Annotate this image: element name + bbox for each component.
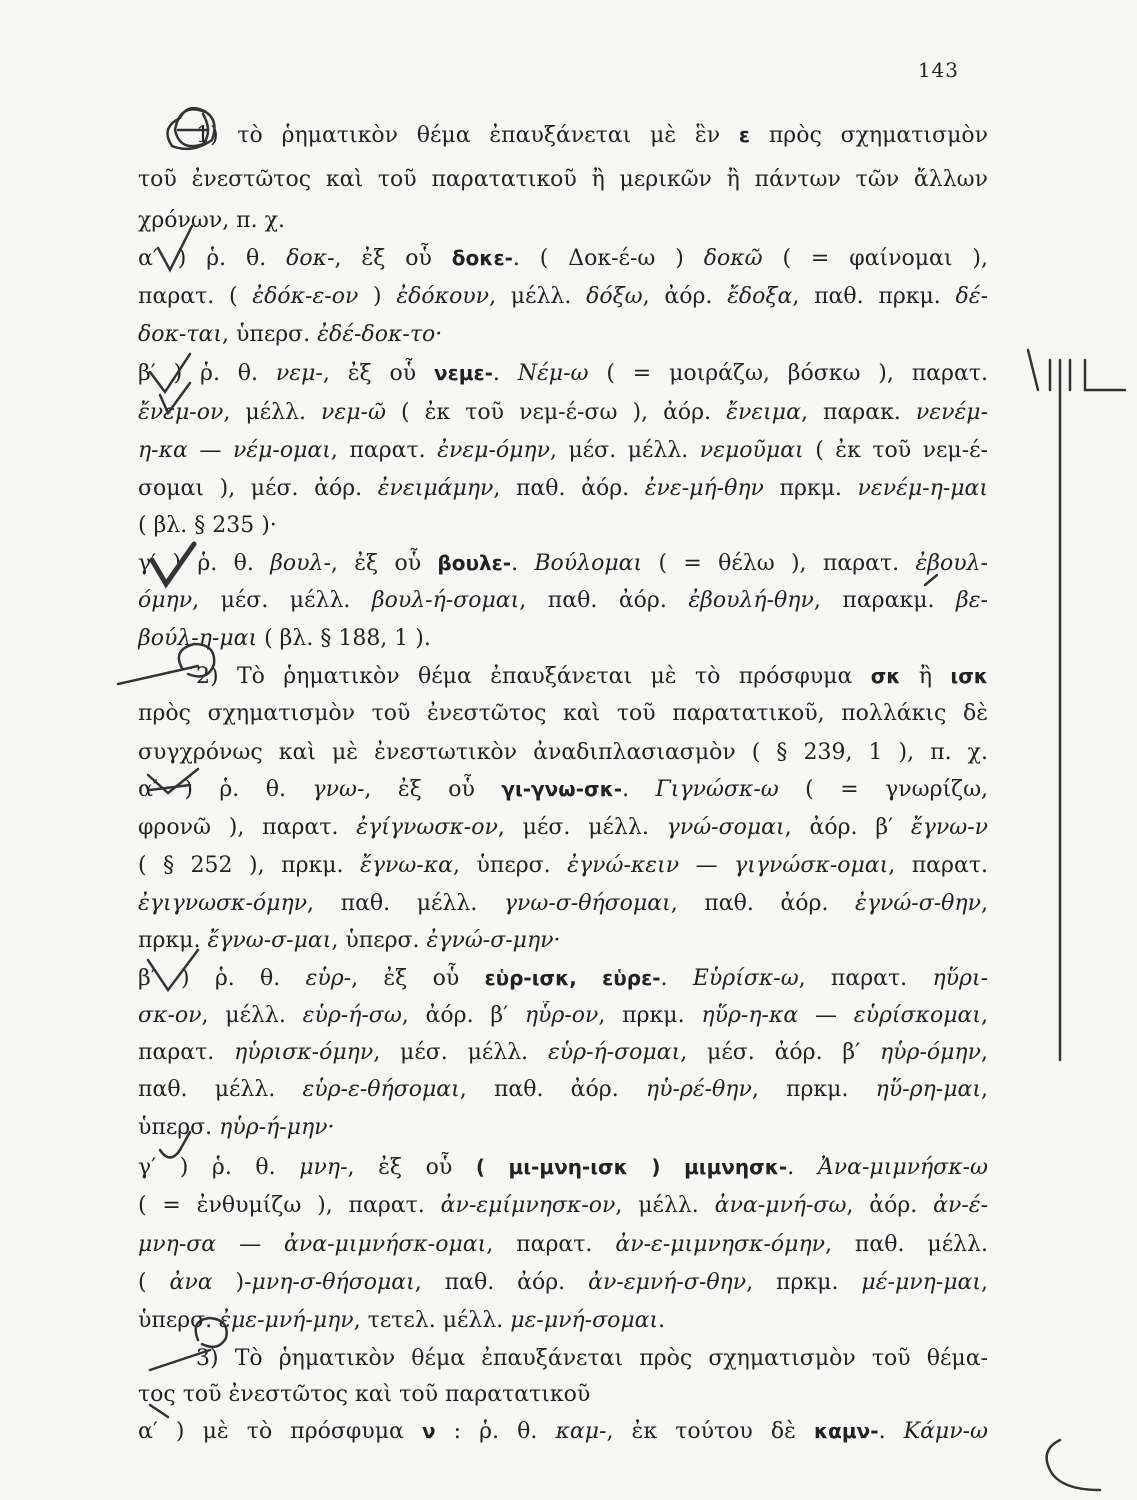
bold-stem: ν — [421, 1419, 436, 1443]
bold-stem: δοκε- — [451, 246, 513, 270]
text-line — [138, 926, 988, 956]
text-run: γ′ ) ῥ. θ. — [138, 1155, 300, 1180]
text-run: ) — [358, 284, 397, 309]
italic-form: καμ- — [555, 1419, 607, 1444]
italic-form: γιγνώσκ-ομαι — [734, 853, 889, 878]
italic-form: ἐνεμ-όμην — [437, 438, 550, 463]
bold-stem: ε — [738, 123, 751, 147]
text-run: ὑπερσ. — [138, 1308, 220, 1333]
italic-form: ηὑρ-όμην — [879, 1040, 981, 1065]
text-run: , μέλλ. — [223, 400, 322, 425]
text-run: τοῦ ἐνεστῶτος καὶ τοῦ παρατατικοῦ ἢ μερικῶν ἢ πάντων τῶν ἄλλων — [138, 167, 988, 192]
italic-form: ἔγνω-ν — [910, 815, 988, 840]
text-run: , — [981, 1003, 988, 1028]
text-line — [138, 1152, 988, 1183]
italic-form: ἔνειμα — [726, 400, 801, 425]
text-run: , παθ. ἀόρ. — [493, 476, 645, 501]
text-line — [138, 624, 988, 654]
text-line — [138, 511, 988, 541]
italic-form: ἀν-ε-μιμνησκ-όμην — [615, 1232, 826, 1257]
text-run: , μέσ. μέλλ. — [192, 588, 372, 613]
text-line — [196, 1344, 988, 1374]
text-run: , ἐξ οὗ — [351, 966, 485, 991]
text-line — [138, 398, 988, 428]
text-line — [138, 1416, 988, 1447]
italic-form: μνη- — [299, 1155, 348, 1180]
text-line — [138, 889, 988, 919]
italic-form: νενέμ- — [915, 400, 988, 425]
text-run: , ἀόρ. — [642, 284, 728, 309]
italic-form: βουλ- — [270, 551, 331, 576]
bold-stem: νεμε- — [433, 361, 493, 385]
italic-form: γνω- — [312, 777, 365, 802]
italic-form: δοκῶ — [703, 246, 763, 271]
italic-form: γνω-σ-θήσομαι — [503, 891, 671, 916]
text-run: . — [660, 966, 693, 991]
text-run: — — [798, 1003, 854, 1028]
text-run: α′ ) ῥ. θ. — [138, 246, 287, 271]
text-line — [138, 1230, 988, 1260]
italic-form: ἐγνώ-κειν — [567, 853, 680, 878]
italic-form: ἐγιγνωσκ-όμην — [138, 891, 308, 916]
text-run: . — [658, 1308, 666, 1333]
text-run: , μέσ. μέλλ. — [549, 438, 700, 463]
bold-stem: βουλε- — [437, 551, 512, 575]
bold-stem: ισκ — [950, 664, 988, 688]
text-run: , μέσ. ἀόρ. β′ — [680, 1040, 880, 1065]
italic-form: ηὗρ-ον — [524, 1003, 599, 1028]
text-run: , ἀόρ. — [846, 1193, 934, 1218]
text-run: , μέλλ. — [489, 284, 587, 309]
italic-form: ηὕρι- — [932, 966, 988, 991]
italic-form: εὑρ- — [305, 966, 352, 991]
text-run: φρονῶ ), παρατ. — [138, 815, 357, 840]
text-run: — — [679, 853, 735, 878]
text-line — [138, 1038, 988, 1068]
text-run: , μέλλ. — [615, 1193, 715, 1218]
italic-form: ἀνα-μιμνήσκ-ομαι — [284, 1232, 487, 1257]
text-run: , πρκμ. — [746, 1270, 862, 1295]
text-run: ἢ — [900, 664, 951, 689]
italic-form: ηὑρισκ-όμην — [234, 1040, 374, 1065]
italic-form: ἐδόκουν — [396, 284, 490, 309]
text-line — [138, 963, 988, 994]
text-run: , παρατ. — [486, 1232, 616, 1257]
text-run: 2) Τὸ ῥηματικὸν θέμα ἐπαυξάνεται μὲ τὸ πρόσφυμα — [196, 664, 871, 689]
text-run: β′ ) ῥ. θ. — [138, 966, 306, 991]
text-run: παθ. μέλλ. — [138, 1077, 303, 1102]
text-run: , παθ. μέλλ. — [825, 1232, 988, 1257]
italic-form: ἐνειμάμην — [377, 476, 494, 501]
italic-form: ἔγνω-κα — [360, 853, 454, 878]
italic-form: εὑρ-ή-σομαι — [547, 1040, 681, 1065]
text-line — [138, 282, 988, 312]
text-run: : ῥ. θ. — [435, 1419, 556, 1444]
text-line — [138, 358, 988, 389]
text-run: παρατ. — [138, 1040, 235, 1065]
text-run: , ἐξ οὗ — [347, 1155, 476, 1180]
text-run: , — [981, 1040, 988, 1065]
text-line — [138, 1380, 988, 1410]
italic-form: ἀν-έ- — [933, 1193, 988, 1218]
italic-form: ἐμε-μνή-μην — [219, 1308, 354, 1333]
italic-form: σκ-ον — [138, 1003, 202, 1028]
text-run: α′ ) μὲ τὸ πρόσφυμα — [138, 1419, 422, 1444]
text-line — [138, 1191, 988, 1221]
text-line — [138, 1001, 988, 1031]
text-line — [138, 1113, 988, 1143]
text-run: . — [622, 777, 656, 802]
bold-stem: ( μι-μνη-ισκ ) μιμνησκ- — [475, 1155, 788, 1179]
italic-form: δοκ- — [286, 246, 335, 271]
pen-line-2 — [118, 666, 198, 684]
text-run: ( ἐκ τοῦ νεμ-έ- — [803, 438, 988, 463]
text-run: , ἐξ οὗ — [322, 361, 434, 386]
text-run: γ′ ) ῥ. θ. — [138, 551, 271, 576]
bold-stem: σκ — [870, 664, 901, 688]
italic-form: Κάμν-ω — [903, 1419, 988, 1444]
text-run: , παρατ. — [798, 966, 933, 991]
italic-form: βε- — [956, 588, 988, 613]
italic-form: μνη-σα — [138, 1232, 217, 1257]
italic-form: Εὑρίσκ-ω — [692, 966, 799, 991]
text-run: , τετελ. μέλλ. — [353, 1308, 511, 1333]
text-line — [138, 774, 988, 805]
text-run: ( = μοιράζω, βόσκω ), παρατ. — [588, 361, 988, 386]
text-line — [138, 474, 988, 504]
text-run: , μέσ. μέλλ. — [497, 815, 667, 840]
italic-form: ἔδοξα — [727, 284, 793, 309]
italic-form: ηὑρ-ή-μην· — [219, 1115, 335, 1140]
text-run: . — [492, 361, 518, 386]
text-run: , μέσ. μέλλ. — [373, 1040, 548, 1065]
text-line — [138, 165, 988, 195]
italic-form: ἐβουλ- — [915, 551, 988, 576]
text-run: , ὑπερσ. — [222, 322, 318, 347]
text-run: , ἐξ οὗ — [364, 777, 502, 802]
text-line — [138, 699, 988, 729]
text-run: ( = φαίνομαι ), — [762, 246, 988, 271]
text-line — [138, 243, 988, 274]
text-run: , παρακ. — [800, 400, 916, 425]
pen-curve-bottom — [1047, 1440, 1100, 1490]
text-run: ( βλ. § 235 )· — [138, 513, 277, 538]
text-run: , — [980, 891, 988, 916]
italic-form: εὑρ-ή-σω — [302, 1003, 402, 1028]
italic-form: ἀνα — [169, 1270, 213, 1295]
text-run: )- — [212, 1270, 252, 1295]
italic-form: ἐγνώ-σ-θην — [855, 891, 981, 916]
text-run: πρκμ. — [763, 476, 858, 501]
italic-form: ηὕ-ρη-μαι — [875, 1077, 981, 1102]
text-line — [138, 548, 988, 579]
italic-form: νενέμ-η-μαι — [857, 476, 988, 501]
text-run: α′ ) ῥ. θ. — [138, 777, 313, 802]
page-number: 143 — [917, 58, 959, 82]
text-run: , παθ. πρκμ. — [792, 284, 956, 309]
italic-form: ἐδόκ-ε-ον — [252, 284, 359, 309]
text-run: , ἐξ οὗ — [334, 246, 452, 271]
text-run: . — [787, 1155, 818, 1180]
text-run: παρατ. ( — [138, 284, 253, 309]
text-run: 3) Τὸ ῥηματικὸν θέμα ἐπαυξάνεται πρὸς σχηματισμὸν τοῦ θέμα- — [196, 1346, 988, 1371]
italic-form: όμην — [138, 588, 193, 613]
text-run: , πρκμ. — [751, 1077, 876, 1102]
text-line — [138, 436, 988, 466]
text-run: — — [216, 1232, 285, 1257]
text-run: συγχρόνως καὶ μὲ ἐνεστωτικὸν ἀναδιπλασιασμὸν ( § 239, 1 ), π. χ. — [138, 740, 988, 765]
text-run: σομαι ), μέσ. ἀόρ. — [138, 476, 378, 501]
italic-form: νεμοῦμαι — [699, 438, 804, 463]
italic-form: ἔνεμ-ον — [138, 400, 224, 425]
text-line — [138, 851, 988, 881]
bold-stem: γι-γνω-σκ- — [501, 777, 623, 801]
text-run: , παθ. ἀόρ. — [414, 1270, 589, 1295]
text-run: χρόνων, π. χ. — [138, 208, 285, 233]
text-run: . ( Δοκ-έ-ω ) — [512, 246, 704, 271]
italic-form: ἀν-εμίμνησκ-ον — [440, 1193, 616, 1218]
text-run: , παθ. ἀόρ. — [459, 1077, 646, 1102]
pen-letters-margin — [1050, 360, 1125, 390]
text-run: πρὸς σχηματισμὸν — [750, 123, 988, 148]
text-run: , ἀόρ. β′ — [401, 1003, 525, 1028]
italic-form: Ἀνα-μιμνήσκ-ω — [817, 1155, 988, 1180]
text-run: ( ἐκ τοῦ νεμ-έ-σω ), ἀόρ. — [385, 400, 727, 425]
text-line — [138, 738, 988, 768]
text-line — [138, 1306, 988, 1336]
text-run: , παθ. ἀόρ. — [670, 891, 856, 916]
italic-form: Νέμ-ω — [517, 361, 589, 386]
italic-form: δέ- — [955, 284, 988, 309]
text-run: — — [187, 438, 233, 463]
text-run: ( = θέλω ), παρατ. — [642, 551, 916, 576]
italic-form: με-μνή-σομαι — [510, 1308, 659, 1333]
text-run: ( = γνωρίζω, — [778, 777, 988, 802]
text-run: τος τοῦ ἐνεστῶτος καὶ τοῦ παρατατικοῦ — [138, 1382, 591, 1407]
pen-stroke-margin — [1028, 350, 1060, 1060]
text-run: ( § 252 ), πρκμ. — [138, 853, 361, 878]
text-run: ( βλ. § 188, 1 ). — [257, 626, 431, 651]
text-run: 1) τὸ ῥηματικὸν θέμα ἐπαυξάνεται μὲ ἓν — [196, 123, 739, 148]
italic-form: νεμ- — [275, 361, 323, 386]
italic-form: Βούλομαι — [534, 551, 643, 576]
text-line — [138, 813, 988, 843]
italic-form: εὑρ-ε-θήσομαι — [302, 1077, 460, 1102]
text-line — [138, 1268, 988, 1298]
text-run: , — [981, 1270, 988, 1295]
text-run: , ὑπερσ. — [331, 928, 427, 953]
text-run: , — [980, 1077, 988, 1102]
italic-form: βούλ-η-μαι — [138, 626, 258, 651]
text-run: , ἐξ οὗ — [330, 551, 438, 576]
text-line — [196, 661, 988, 692]
italic-form: Γιγνώσκ-ω — [655, 777, 779, 802]
bold-stem: καμν- — [813, 1419, 879, 1443]
italic-form: ἀν-εμνή-σ-θην — [588, 1270, 747, 1295]
text-run: , πρκμ. — [598, 1003, 702, 1028]
italic-form: ἐδέ-δοκ-το· — [317, 322, 443, 347]
text-run: , παρακμ. — [813, 588, 957, 613]
italic-form: γνώ-σομαι — [666, 815, 785, 840]
italic-form: δόξω — [586, 284, 643, 309]
italic-form: ἐνε-μή-θην — [644, 476, 764, 501]
text-line — [138, 586, 988, 616]
text-run: , ἐκ τούτου δὲ — [606, 1419, 814, 1444]
italic-form: βουλ-ή-σομαι — [371, 588, 520, 613]
text-run: , παθ. ἀόρ. — [519, 588, 689, 613]
text-run: πρκμ. — [138, 928, 208, 953]
text-run: , παθ. μέλλ. — [307, 891, 504, 916]
text-run: . — [511, 551, 535, 576]
text-run: , ὑπερσ. — [453, 853, 568, 878]
italic-form: μέ-μνη-μαι — [861, 1270, 982, 1295]
text-run: , παρατ. — [888, 853, 988, 878]
text-run: , μέλλ. — [201, 1003, 303, 1028]
italic-form: νέμ-ομαι — [232, 438, 331, 463]
italic-form: ἐβουλή-θην — [688, 588, 814, 613]
bold-stem: εὑρ-ισκ, εὑρε- — [484, 966, 661, 990]
italic-form: ἀνα-μνή-σω — [714, 1193, 847, 1218]
italic-form: ἐγνώ-σ-μην· — [426, 928, 561, 953]
text-run: πρὸς σχηματισμὸν τοῦ ἐνεστῶτος καὶ τοῦ παρατατικοῦ, πολλάκις δὲ — [138, 701, 988, 726]
italic-form: ἔγνω-σ-μαι — [207, 928, 332, 953]
italic-form: νεμ-ῶ — [321, 400, 386, 425]
text-line — [196, 120, 988, 151]
text-line — [138, 206, 988, 236]
italic-form: ηὕρ-η-κα — [701, 1003, 799, 1028]
italic-form: μνη-σ-θήσομαι — [251, 1270, 415, 1295]
text-run: ( = ἐνθυμίζω ), παρατ. — [138, 1193, 441, 1218]
italic-form: η-κα — [138, 438, 188, 463]
text-run: , ἀόρ. β′ — [784, 815, 911, 840]
text-run: ( — [138, 1270, 170, 1295]
text-run: , παρατ. — [330, 438, 438, 463]
text-line — [138, 320, 988, 350]
text-run: β′ ) ῥ. θ. — [138, 361, 276, 386]
italic-form: ἐγίγνωσκ-ον — [356, 815, 498, 840]
text-run: . — [878, 1419, 904, 1444]
italic-form: ηὑ-ρέ-θην — [645, 1077, 752, 1102]
text-line — [138, 1075, 988, 1105]
italic-form: δοκ-ται — [138, 322, 223, 347]
italic-form: εὑρίσκομαι — [853, 1003, 981, 1028]
text-run: ὑπερσ. — [138, 1115, 220, 1140]
